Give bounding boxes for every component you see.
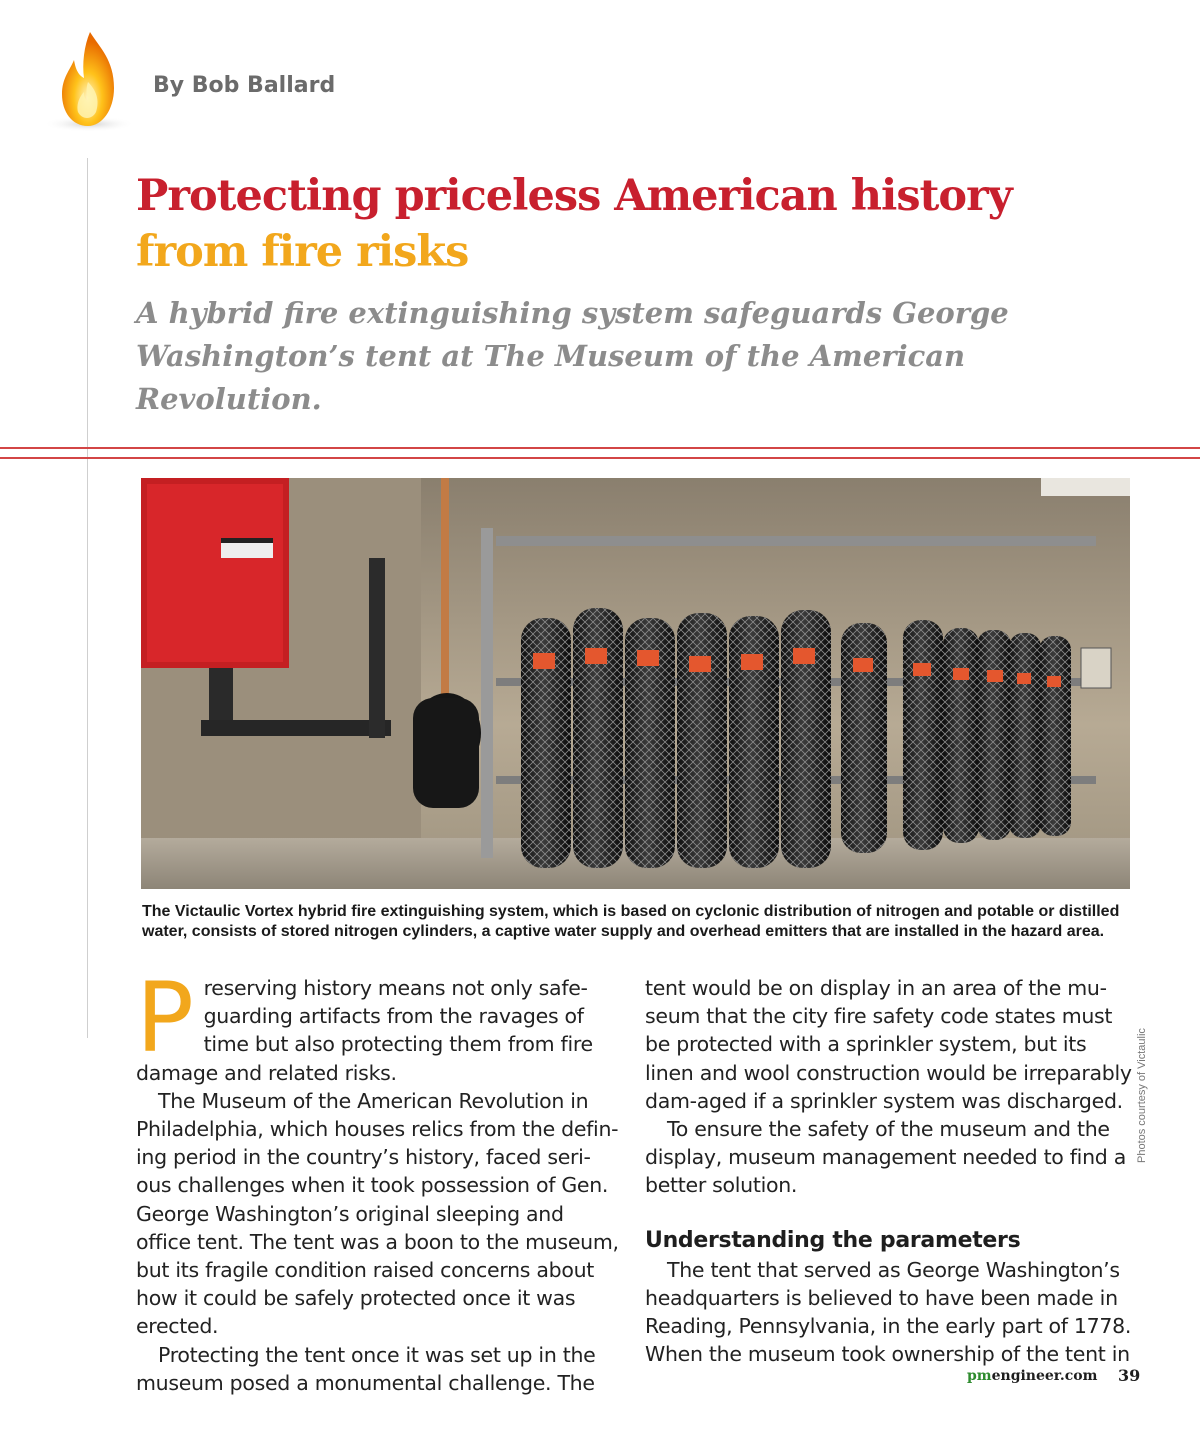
equipment-room-photo xyxy=(141,478,1130,889)
body-column-right xyxy=(645,974,1135,1368)
footer-website-rest: engineer.com xyxy=(991,1368,1098,1384)
footer-website xyxy=(967,1368,1097,1384)
body-paragraph-6: The tent that served as George Washington’s headquarters is believed to have been made in Reading, Pennsylvania, in the early part of 1778. When the museum took ownership of the tent in xyxy=(645,1257,1132,1367)
photo-credit-text: Photos courtesy of Victaulic xyxy=(1136,1028,1148,1163)
body-paragraph-5: To ensure the safety of the museum and the display, museum management needed to find a better solution. xyxy=(645,1117,1126,1198)
left-vertical-rule xyxy=(87,158,88,1038)
article-subtitle: A hybrid fire extinguishing system safeguards George Washington’s tent at The Museum of the American Revolution. xyxy=(136,296,1009,416)
page-number: 39 xyxy=(1118,1366,1141,1385)
footer-website-prefix: pm xyxy=(967,1368,992,1384)
section-heading: Understanding the parameters xyxy=(645,1227,1021,1253)
body-paragraph-1-text: reserving history means not only safe-guarding artifacts from the ravages of time but also protecting them from fire damage and related risks. xyxy=(136,976,593,1085)
photo-caption: The Victaulic Vortex hybrid fire extinguishing system, which is based on cyclonic distribution of nitrogen and potable or distilled water, consists of stored nitrogen cylinders, a captive water supply and overhead emitters that are installed in the hazard area. xyxy=(142,903,1120,940)
byline: By Bob Ballard xyxy=(153,73,336,98)
article-title xyxy=(136,168,1012,280)
body-paragraph-1 xyxy=(136,962,622,1087)
header-rule-top xyxy=(0,447,1200,449)
article-title-line-1: Protecting priceless American history xyxy=(136,171,1012,221)
flame-logo-icon xyxy=(40,30,138,134)
article-title-line-2: from fire risks xyxy=(136,227,469,277)
nitrogen-cylinder-bank xyxy=(521,608,1071,868)
body-column-left xyxy=(136,962,622,1397)
drop-cap: P xyxy=(136,962,194,1074)
body-paragraph-4: tent would be on display in an area of the mu-seum that the city fire safety code states must be protected with a sprinkler system, but its linen and wool construction would be irreparably dam-aged if a sprinkler system was discharged. xyxy=(645,976,1132,1113)
body-paragraph-3: Protecting the tent once it was set up in the museum posed a monumental challenge. The xyxy=(136,1342,596,1395)
body-paragraph-2: The Museum of the American Revolution in Philadelphia, which houses relics from the defin-ing period in the country’s history, faced seri-ous challenges when it took possession of Gen. George Washington’s original sleeping and office tent. The tent was a boon to the museum, but its fragile condition raised concerns about how it could be safely protected once it was erected. xyxy=(136,1088,619,1339)
header-rule-bottom xyxy=(0,457,1200,459)
